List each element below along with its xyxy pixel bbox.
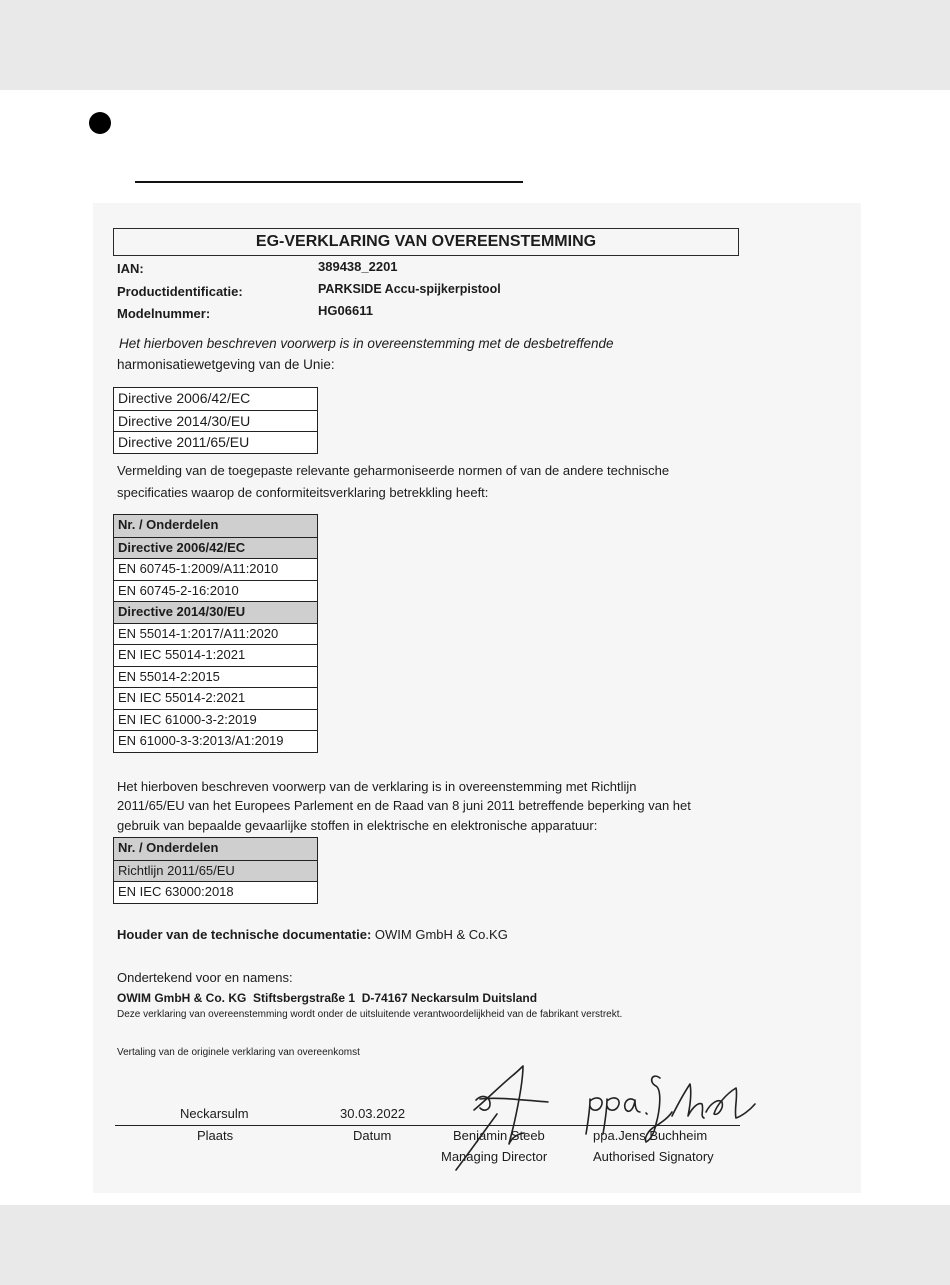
bottom-margin-band <box>0 1205 950 1285</box>
place-label: Plaats <box>197 1128 234 1143</box>
responsibility-note: Deze verklaring van overeenstemming wordt onder de uitsluitende verantwoordelijkheid van de fabrikant verstrekt. <box>117 1009 623 1020</box>
table-group-row: Directive 2006/42/EC <box>114 537 317 559</box>
table-row: Directive 2014/30/EU <box>114 410 317 432</box>
standards-statement-line-1: Vermelding van de toegepaste relevante geharmoniseerde normen of van de andere technische <box>117 463 670 478</box>
table-row: Directive 2011/65/EU <box>114 431 317 453</box>
date-label: Datum <box>353 1128 392 1143</box>
product-id-label: Productidentificatie: <box>117 284 243 299</box>
signature-date: 30.03.2022 <box>340 1106 406 1121</box>
table-row: EN 61000-3-3:2013/A1:2019 <box>114 730 317 752</box>
rohs-statement-line-1: Het hierboven beschreven voorwerp van de verklaring is in overeenstemming met Richtlijn <box>117 779 637 794</box>
documentation-holder <box>117 927 508 943</box>
table-group-row: Directive 2014/30/EU <box>114 601 317 623</box>
company-address: OWIM GmbH & Co. KG Stiftsbergstraße 1 D-74167 Neckarsulm Duitsland <box>117 991 538 1005</box>
table-row: EN IEC 61000-3-2:2019 <box>114 709 317 731</box>
table-row: EN 60745-1:2009/A11:2010 <box>114 558 317 580</box>
signatory-2-role: Authorised Signatory <box>593 1149 714 1164</box>
signature-place: Neckarsulm <box>180 1106 249 1121</box>
directives-table <box>113 387 318 454</box>
header-rule <box>135 181 523 183</box>
table-row: EN IEC 55014-1:2021 <box>114 644 317 666</box>
documentation-holder-label: Houder van de technische documentatie: <box>117 927 372 942</box>
signatory-1-role: Managing Director <box>441 1149 548 1164</box>
rohs-statement-line-3: gebruik van bepaalde gevaarlijke stoffen in elektrische en elektronische apparatuur: <box>117 818 598 833</box>
table-row: Directive 2006/42/EC <box>118 390 251 406</box>
table-row: EN 55014-1:2017/A11:2020 <box>114 623 317 645</box>
table-row: EN 55014-2:2015 <box>114 666 317 688</box>
table-row: Richtlijn 2011/65/EU <box>114 860 317 882</box>
signed-for: Ondertekend voor en namens: <box>117 970 293 985</box>
model-number-value: HG06611 <box>318 303 373 318</box>
table-header: Nr. / Onderdelen <box>114 515 317 537</box>
standards-statement-line-2: specificaties waarop de conformiteitsverklaring betrekkling heeft: <box>117 485 489 500</box>
ian-value: 389438_2201 <box>318 259 398 274</box>
conformity-statement-line-2: harmonisatiewetgeving van de Unie: <box>117 357 335 372</box>
translation-note: Vertaling van de originele verklaring van overeenkomst <box>117 1047 360 1058</box>
table-row: EN IEC 55014-2:2021 <box>114 687 317 709</box>
rohs-statement-line-2: 2011/65/EU van het Europees Parlement en de Raad van 8 juni 2011 betreffende beperking van het <box>117 798 691 813</box>
signature-rule <box>115 1125 740 1126</box>
ian-label: IAN: <box>117 261 144 276</box>
bullet-dot-icon <box>89 112 111 134</box>
conformity-statement-line-1: Het hierboven beschreven voorwerp is in overeenstemming met de desbetreffende <box>119 336 614 351</box>
table-header: Nr. / Onderdelen <box>114 838 317 860</box>
rohs-table <box>113 837 318 904</box>
standards-table <box>113 514 318 753</box>
documentation-holder-value: OWIM GmbH & Co.KG <box>374 927 508 942</box>
signatory-1-name: Benjamin Steeb <box>453 1128 545 1143</box>
model-number-label: Modelnummer: <box>117 306 211 321</box>
table-row: EN IEC 63000:2018 <box>114 881 317 903</box>
product-id-value: PARKSIDE Accu-spijkerpistool <box>318 282 501 296</box>
signatory-2-name: ppa.Jens Buchheim <box>593 1128 708 1143</box>
declaration-title: EG-VERKLARING VAN OVEREENSTEMMING <box>113 228 739 256</box>
top-margin-band <box>0 0 950 90</box>
table-row: EN 60745-2-16:2010 <box>114 580 317 602</box>
